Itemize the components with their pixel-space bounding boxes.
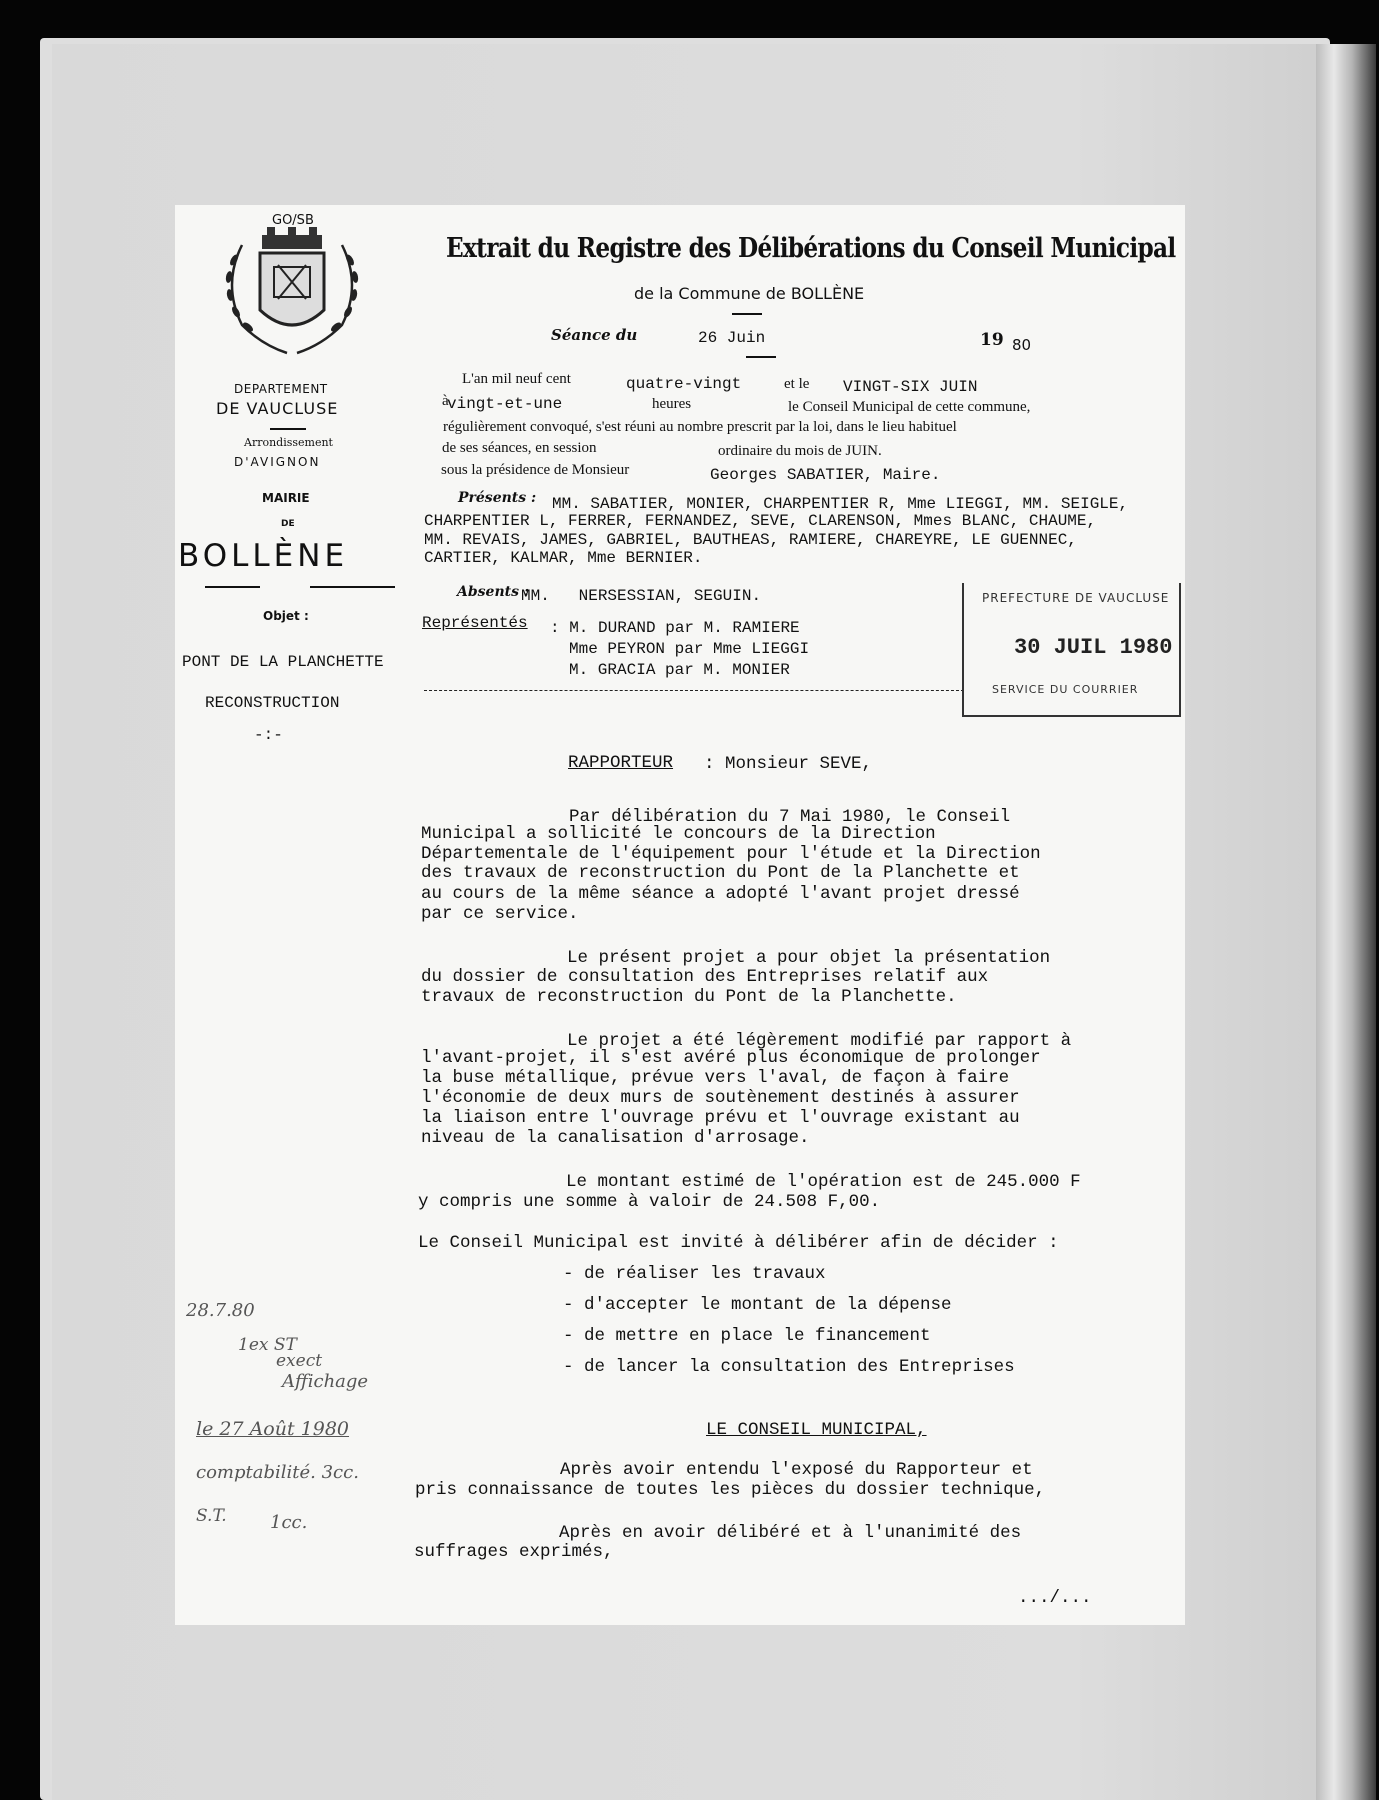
presents-line-1: MM. SABATIER, MONIER, CHARPENTIER R, Mme LIEGGI, MM. SEIGLE, <box>552 495 1129 513</box>
presents-line-3: MM. REVAIS, JAMES, GABRIEL, BAUTHEAS, RAMIERE, CHAREYRE, LE GUENNEC, <box>424 531 1077 549</box>
margin-note-1: 1ex ST <box>238 1335 297 1355</box>
preamble-4b: ordinaire du mois de JUIN. <box>718 443 882 459</box>
paragraph-2-line-1: Le présent projet a pour objet la présentation <box>567 948 1051 968</box>
divider <box>732 313 762 315</box>
margin-note-date: 28.7.80 <box>186 1300 255 1321</box>
de-label: DE <box>281 519 295 529</box>
divider <box>746 356 776 358</box>
preamble-1c: et le <box>784 376 810 392</box>
paragraph-3-line-4: l'économie de deux murs de soutènement destinés à assurer <box>421 1088 1020 1108</box>
representes-line-3: M. GRACIA par M. MONIER <box>569 661 790 679</box>
department-name: DE VAUCLUSE <box>216 399 339 418</box>
preamble-4a: de ses séances, en session <box>442 440 597 456</box>
seance-label: Séance du <box>551 326 638 344</box>
rapporteur-label <box>568 753 673 773</box>
list-item-4: - de lancer la consultation des Entreprises <box>563 1357 1015 1377</box>
list-item-2: - d'accepter le montant de la dépense <box>563 1295 952 1315</box>
council-heading: LE CONSEIL MUNICIPAL, <box>706 1420 927 1440</box>
separator-dashed-line <box>424 690 964 691</box>
paragraph-6-line-1: Après avoir entendu l'exposé du Rapporteur et <box>560 1460 1033 1480</box>
reception-stamp <box>962 583 1181 717</box>
objet-mark: -:- <box>254 726 283 744</box>
list-item-1: - de réaliser les travaux <box>563 1264 826 1284</box>
margin-note-4: le 27 Août 1980 <box>196 1418 350 1440</box>
mairie-label: MAIRIE <box>262 491 310 505</box>
paragraph-7-line-2: suffrages exprimés, <box>414 1542 614 1562</box>
presents-label: Présents : <box>458 490 537 506</box>
page-edge <box>1316 44 1376 1800</box>
rapporteur-name: : Monsieur SEVE, <box>704 754 873 774</box>
divider <box>205 586 260 588</box>
arrondissement-name: D'AVIGNON <box>234 455 321 469</box>
preamble-2d: le Conseil Municipal de cette commune, <box>788 399 1031 415</box>
absents: MM. NERSESSIAN, SEGUIN. <box>521 587 762 605</box>
paragraph-1-line-4: des travaux de reconstruction du Pont de la Planchette et <box>421 863 1020 883</box>
preamble-5b: Georges SABATIER, Maire. <box>710 466 941 484</box>
paragraph-3-line-6: niveau de la canalisation d'arrosage. <box>421 1128 810 1148</box>
presents-line-2: CHARPENTIER L, FERRER, FERNANDEZ, SEVE, CLARENSON, Mmes BLANC, CHAUME, <box>424 512 1097 530</box>
paragraph-3-line-1: Le projet a été légèrement modifié par rapport à <box>567 1031 1072 1051</box>
paragraph-3-line-5: la liaison entre l'ouvrage prévu et l'ouvrage existant au <box>421 1108 1020 1128</box>
document-sheet <box>175 205 1185 1625</box>
margin-note-3: Affichage <box>282 1371 369 1392</box>
objet-line-1: PONT DE LA PLANCHETTE <box>182 653 384 671</box>
preamble-3: régulièrement convoqué, s'est réuni au nombre prescrit par la loi, dans le lieu habituel <box>443 419 957 435</box>
representes-line-1: : M. DURAND par M. RAMIERE <box>550 619 800 637</box>
year-suffix: 80 <box>1012 336 1032 354</box>
paragraph-6-line-2: pris connaissance de toutes les pièces du dossier technique, <box>415 1480 1046 1500</box>
coat-of-arms-icon <box>212 215 372 363</box>
objet-line-2: RECONSTRUCTION <box>205 694 340 712</box>
paragraph-3-line-3: la buse métallique, prévue vers l'aval, de façon à faire <box>421 1068 1010 1088</box>
paragraph-2-line-3: travaux de reconstruction du Pont de la Planchette. <box>421 987 957 1007</box>
preamble-1a: L'an mil neuf cent <box>462 371 571 387</box>
document-subtitle: de la Commune de BOLLÈNE <box>634 284 865 303</box>
list-item-3: - de mettre en place le financement <box>563 1326 931 1346</box>
paragraph-7-line-1: Après en avoir délibéré et à l'unanimité des <box>559 1523 1022 1543</box>
continued-mark: .../... <box>1018 1588 1092 1608</box>
paragraph-3-line-2: l'avant-projet, il s'est avéré plus économique de prolonger <box>421 1048 1041 1068</box>
rapporteur-title: RAPPORTEUR <box>568 753 674 773</box>
paragraph-1-line-5: au cours de la même séance a adopté l'avant projet dressé <box>421 884 1020 904</box>
paragraph-1-line-6: par ce service. <box>421 904 579 924</box>
stamp-line-1: PREFECTURE DE VAUCLUSE <box>982 591 1170 605</box>
divider <box>270 428 306 430</box>
preamble-1d: VINGT-SIX JUIN <box>843 378 978 396</box>
arrondissement-label: Arrondissement <box>244 436 333 449</box>
presents-line-4: CARTIER, KALMAR, Mme BERNIER. <box>424 549 703 567</box>
paragraph-4-line-2: y compris une somme à valoir de 24.508 F,00. <box>418 1192 881 1212</box>
absents-label: Absents : <box>457 584 530 600</box>
divider <box>310 586 395 588</box>
year-prefix: 19 <box>980 330 1004 350</box>
paragraph-5: Le Conseil Municipal est invité à délibérer afin de décider : <box>418 1233 1059 1253</box>
stamp-line-3: SERVICE DU COURRIER <box>992 683 1139 696</box>
seance-date: 26 Juin <box>698 329 766 347</box>
preamble-5a: sous la présidence de Monsieur <box>441 462 630 478</box>
margin-note-7: 1cc. <box>270 1512 308 1533</box>
document-initials: GO/SB <box>272 213 314 228</box>
margin-note-6: S.T. <box>196 1506 227 1526</box>
document-title: Extrait du Registre des Délibérations du Conseil Municipal <box>446 233 1176 264</box>
paragraph-1-line-3: Départementale de l'équipement pour l'étude et la Direction <box>421 844 1041 864</box>
paragraph-4-line-1: Le montant estimé de l'opération est de 245.000 F <box>566 1172 1081 1192</box>
representes-line-2: Mme PEYRON par Mme LIEGGI <box>569 640 810 658</box>
representes-label: Représentés <box>422 614 528 632</box>
margin-note-5: comptabilité. 3cc. <box>196 1462 359 1483</box>
paragraph-1-line-2: Municipal a sollicité le concours de la Direction <box>421 824 936 844</box>
preamble-2c: heures <box>652 396 692 412</box>
objet-label: Objet : <box>263 609 309 623</box>
department-label: DEPARTEMENT <box>234 382 328 396</box>
stamp-date: 30 JUIL 1980 <box>1014 635 1173 660</box>
town-name: BOLLÈNE <box>178 538 349 574</box>
paragraph-2-line-2: du dossier de consultation des Entreprises relatif aux <box>421 967 989 987</box>
preamble-1b: quatre-vingt <box>626 375 742 393</box>
preamble-2b: vingt-et-une <box>447 395 563 413</box>
paragraph-1-line-1: Par délibération du 7 Mai 1980, le Conseil <box>569 807 1011 827</box>
preamble-2a: à <box>442 393 449 409</box>
margin-note-2: exect <box>276 1351 323 1371</box>
